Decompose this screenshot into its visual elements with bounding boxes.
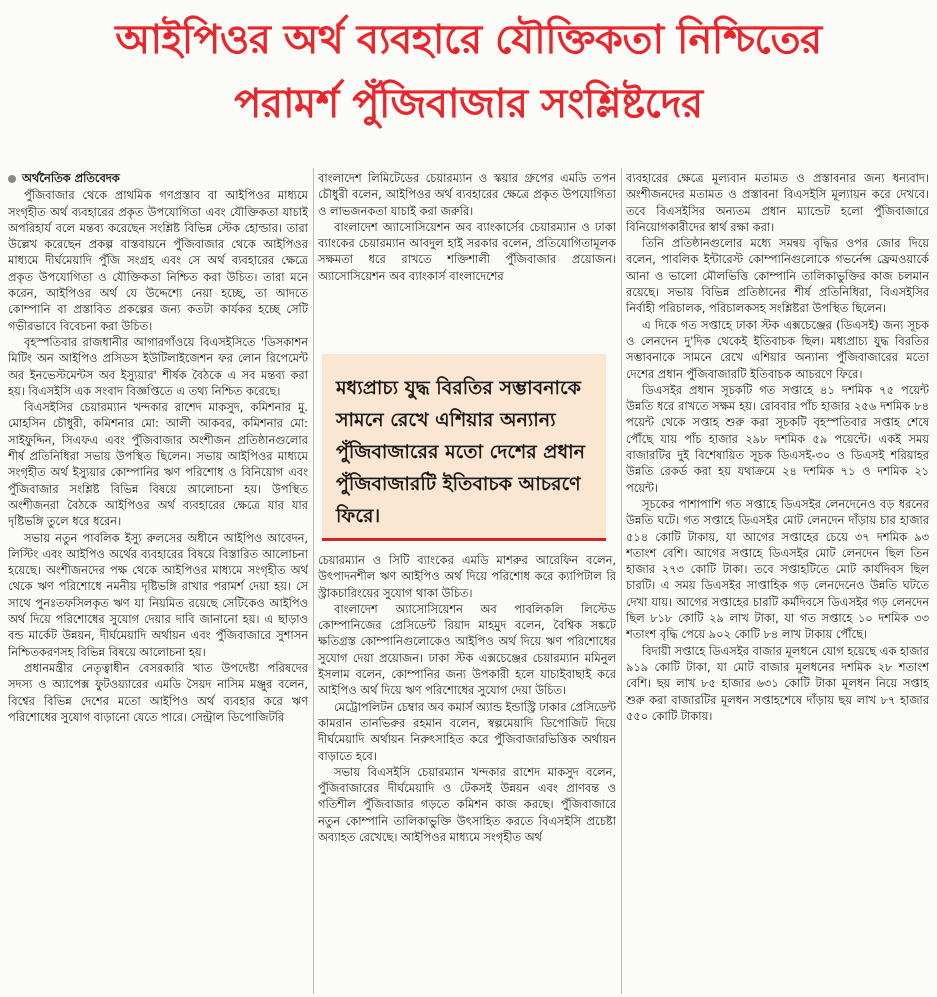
headline-line-1: আইপিওর অর্থ ব্যবহারে যৌক্তিকতা নিশ্চিতের — [115, 17, 822, 63]
pull-quote-rule — [322, 538, 606, 541]
article-column-3 — [626, 170, 929, 992]
paragraph: বাংলাদেশ অ্যাসোসিয়েশন অব পাবলিকলি লিস্টেড কোম্পানিজের প্রেসিডেন্ট রিয়াদ মাহমুদ বলেন, বৈশ্বিক সঙ্কটে ক্ষতিগ্রস্ত কোম্পানিগুলোকেও আইপিও অর্থ দিয়ে ঋণ পরিশোধের সুযোগ দেয়া প্রয়োজন। ঢাকা স্টক এক্সচেঞ্জের চেয়ারম্যান মমিনুল ইসলাম বলেন, কোম্পানির জন্য উপকারী হলে যাচাইবাছাই করে আইপিও অর্থ দিয়ে ঋণ পরিশোধের সুযোগ দেয়া উচিত। — [318, 601, 616, 698]
column-divider — [313, 168, 314, 994]
paragraph: ব্যবহারের ক্ষেত্রে মূল্যবান মতামত ও প্রস্তাবনার জন্য ধন্যবাদ। অংশীজনদের মতামত ও প্রস্তাবনা বিএসইসি মূল্যায়ন করে দেখবে। তবে বিএসইসির অন্যতম প্রধান ম্যান্ডেট হলো পুঁজিবাজারে বিনিয়োগকারীদের স্বার্থ রক্ষা করা। — [626, 171, 929, 234]
column-divider — [621, 168, 622, 994]
paragraph: সভায় নতুন পাবলিক ইস্যু রুলসের অধীনে আইপিও আবেদন, লিস্টিং এবং আইপিও অর্থের ব্যবহারের বিষয়ে বিস্তারিত আলোচনা হয়েছে। অংশীজনদের পক্ষ থেকে আইপিওর মাধ্যমে সংগৃহীত অর্থ থেকে ঋণ পরিশোধে নমনীয় দৃষ্টিভঙ্গি রাখার পরামর্শ দেয়া হয়। সে সাথে পুনঃতফসিলকৃত ঋণ যা নিয়মিত রয়েছে সেটিকেও আইপিও অর্থ দিয়ে পরিশোধের সুযোগ দেয়ার দাবি জানানো হয়। এ ছাড়াও বন্ড মার্কেট উন্নয়ন, দীর্ঘমেয়াদি অর্থায়ন এবং পুঁজিবাজারে সুশাসন নিশ্চিতকরণসহ বিভিন্ন বিষয়ে আলোচনা হয়। — [8, 530, 308, 659]
bullet-icon — [8, 175, 16, 183]
byline — [8, 170, 308, 186]
article-column-2-bottom — [318, 552, 616, 992]
headline-line-2: পরামর্শ পুঁজিবাজার সংশ্লিষ্টদের — [234, 81, 703, 127]
headline — [0, 8, 937, 136]
paragraph: এ দিকে গত সপ্তাহে ঢাকা স্টক এক্সচেঞ্জের (ডিএসই) জন্য সূচক ও লেনদেন দু'দিক থেকেই ইতিবাচক ছিল। মধ্যপ্রাচ্য যুদ্ধ বিরতির সম্ভাবনাকে সামনে রেখে এশিয়ার অন্যান্য পুঁজিবাজারের মতো দেশের প্রধান পুঁজিবাজারটি ইতিবাচক আচরণে ফিরে। — [626, 317, 929, 381]
paragraph: সূচকের পাশাপাশি গত সপ্তাহে ডিএসইর লেনদেনেও বড় ধরনের উন্নতি ঘটে। গত সপ্তাহে ডিএসইর মোট লেনদেন দাঁড়ায় চার হাজার ৫১৪ কোটি টাকায়, যা আগের সপ্তাহের চেয়ে ৩৭ দশমিক ৯৩ শতাংশ বেশি। আগের সপ্তাহে ডিএসইর মোট লেনদেন ছিল তিন হাজার ২৭৩ কোটি টাকা। তবে সপ্তাহটিতে মোট কার্যদিবস ছিল চারটি। এ সময় ডিএসইর সাপ্তাহিক গড় লেনদেনেও উন্নতি ঘটতে দেখা যায়। আগের সপ্তাহের চারটি কর্মদিবসে ডিএসইর গড় লেনদেন ছিল ৮১৮ কোটি ২৯ লাখ টাকা, যা গত সপ্তাহে ১০ দশমিক ৩৩ শতাংশ বৃদ্ধি পেয়ে ৯০২ কোটি ৮৪ লাখ টাকায় পৌঁছে। — [626, 496, 929, 642]
paragraph: বিএসইসির চেয়ারম্যান খন্দকার রাশেদ মাকসুদ, কমিশনার মু. মোহসিন চৌধুরী, কমিশনার মো: আলী আকবর, কমিশনার মো: সাইফুদ্দিন, সিএফএ এবং পুঁজিবাজার অংশীজন প্রতিষ্ঠানগুলোর শীর্ষ প্রতিনিধিরা সভায় উপস্থিত ছিলেন। সভায় আইপিওর মাধ্যমে সংগৃহীত অর্থ ইস্যুয়ার কোম্পানির ঋণ পরিশোধ ও বিনিয়োগ এবং পুঁজিবাজার সংশ্লিষ্ট বিভিন্ন বিষয়ে আলোচনা হয়। উপস্থিত অংশীজনরা বৈঠকে আইপিওর অর্থ ব্যবহারের ক্ষেত্রে যার যার দৃষ্টিভঙ্গি তুলে ধরে ধরেন। — [8, 400, 308, 529]
paragraph: পুঁজিবাজার থেকে প্রাথমিক গণপ্রস্তাব বা আইপিওর মাধ্যমে সংগৃহীত অর্থ ব্যবহারের প্রকৃত উপযোগিতা এবং যৌক্তিকতা যাচাই অপরিহার্য বলে মন্তব্য করেছেন সংশ্লিষ্ট বিভিন্ন স্টেক হোল্ডার। তারা উল্লেখ করেছেন প্রকল্প বাস্তবায়নে পুঁজিবাজার থেকে আইপিওর মাধ্যমে দীর্ঘমেয়াদি পুঁজি সংগ্রহ এবং সে অর্থ ব্যবহারের ক্ষেত্রে প্রকৃত উপযোগিতা ও যৌক্তিকতা নিশ্চিত করা উচিত। তারা মনে করেন, আইপিওর অর্থ যে উদ্দেশ্যে নেয়া হচ্ছে, তা আদতে কোম্পানি বা প্রস্তাবিত প্রকল্পের জন্য কতটা কার্যকর হচ্ছে সেটি গভীরভাবে বিবেচনা করা উচিত। — [8, 188, 308, 333]
article-column-2-top — [318, 170, 616, 345]
paragraph: সভায় বিএসইসি চেয়ারম্যান খন্দকার রাশেদ মাকসুদ বলেন, পুঁজিবাজারের দীর্ঘমেয়াদি ও টেকসই উন্নয়ন এবং প্রাণবন্ত ও গতিশীল পুঁজিবাজার গড়তে কমিশন কাজ করছে। পুঁজিবাজারে নতুন কোম্পানি তালিকাভুক্তি উৎসাহিত করতে বিএসইসি প্রচেষ্টা অব্যাহত রেখেছে। আইপিওর মাধ্যমে সংগৃহীত অর্থ — [318, 764, 616, 845]
paragraph: বৃহস্পতিবার রাজধানীর আগারগাঁওয়ে বিএসইসিতে 'ডিসকাশন মিটিং অন আইপিও প্রসিডস ইউটিলাইজেশন ফর লোন রিপেমেন্ট অর ইনভেস্টমেন্টস অব ইস্যুয়ার' শীর্ষক বৈঠকে এ সব মন্তব্য করা হয়। বিএসইসি এক সংবাদ বিজ্ঞপ্তিতে এ তথ্য নিশ্চিত করেছে। — [8, 334, 308, 398]
article-column-1 — [8, 170, 308, 992]
paragraph: বাংলাদেশ অ্যাসোসিয়েশন অব ব্যাংকার্সের চেয়ারম্যান ও ঢাকা ব্যাংকের চেয়ারম্যান আবদুল হাই সরকার বলেন, প্রতিযোগিতামূলক সক্ষমতা ধরে রাখতে শক্তিশালী পুঁজিবাজার প্রয়োজন। অ্যাসোসিয়েশন অব ব্যাংকার্স বাংলাদেশের — [318, 219, 616, 283]
byline-text: অর্থনৈতিক প্রতিবেদক — [22, 171, 120, 185]
paragraph: চেয়ারম্যান ও সিটি ব্যাংকের এমডি মাশরুর আরেফিন বলেন, উৎপাদনশীল ঋণ আইপিও অর্থ দিয়ে পরিশোধ করে ক্যাপিটাল রি স্ট্রাকচারিংয়ের সুযোগ থাকা উচিত। — [318, 553, 616, 600]
paragraph: বাংলাদেশ লিমিটেডের চেয়ারম্যান ও স্কয়ার গ্রুপের এমডি তপন চৌধুরী বলেন, আইপিওর অর্থ ব্যবহারের ক্ষেত্রে প্রকৃত উপযোগিতা ও লাভজনকতা যাচাই করা জরুরি। — [318, 171, 616, 218]
paragraph: তিনি প্রতিষ্ঠানগুলোর মধ্যে সমন্বয় বৃদ্ধির ওপর জোর দিয়ে বলেন, পাবলিক ইন্টারেস্ট কোম্পানিগুলোকে গভর্নেন্স ফ্রেমওয়ার্কে আনা ও ভালো মৌলভিত্তি কোম্পানি তালিকাভুক্তির কাজ চলমান রয়েছে। সভায় বিভিন্ন প্রতিষ্ঠানের শীর্ষ প্রতিনিধিরা, বিএসইসির নির্বাহী পরিচালক, পরিচালকসহ সংশ্লিষ্টরা উপস্থিত ছিলেন। — [626, 236, 929, 316]
pull-quote: মধ্যপ্রাচ্য যুদ্ধ বিরতির সম্ভাবনাকে সামনে রেখে এশিয়ার অন্যান্য পুঁজিবাজারের মতো দেশের প্রধান পুঁজিবাজারটি ইতিবাচক আচরণে ফিরে। — [322, 354, 606, 538]
paragraph: বিদায়ী সপ্তাহে ডিএসইর বাজার মূলধনে যোগ হয়েছে এক হাজার ৯১৯ কোটি টাকা, যা মোট বাজার মূলধনের দশমিক ২৮ শতাংশ বেশি। ছয় লাখ ৮৫ হাজার ৬৩১ কোটি টাকা মূলধন নিয়ে সপ্তাহ শুরু করা বাজারটির মূলধন সপ্তাহশেষে দাঁড়ায় ছয় লাখ ৮৭ হাজার ৫৫০ কোটি টাকায়। — [626, 643, 929, 723]
paragraph: ডিএসইর প্রধান সূচকটি গত সপ্তাহে ৪১ দশমিক ৭৫ পয়েন্ট উন্নতি ধরে রাখতে সক্ষম হয়। রোববার পাঁচ হাজার ২৫৬ দশমিক ৮৪ পয়েন্ট থেকে সপ্তাহ শুরু করা সূচকটি বৃহস্পতিবার সপ্তাহ শেষে পৌঁছে যায় পাঁচ হাজার ২৯৮ দশমিক ৫৯ পয়েন্টে। একই সময় বাজারটির দুই বিশেষায়িত সূচক ডিএসই-৩০ ও ডিএসই শরিয়াহর উন্নতি রেকর্ড করা হয় যথাক্রমে ২৪ দশমিক ৭১ ও দশমিক ২১ পয়েন্ট। — [626, 382, 929, 495]
paragraph: মেট্রোপলিটন চেম্বার অব কমার্স অ্যান্ড ইন্ডাস্ট্রি ঢাকার প্রেসিডেন্ট কামরান তানভিরুর রহমান বলেন, স্বল্পমেয়াদি ডিপোজিট দিয়ে দীর্ঘমেয়াদি অর্থায়ন নিরুৎসাহিত করে পুঁজিবাজারভিত্তিক অর্থায়ন বাড়াতে হবে। — [318, 699, 616, 763]
paragraph: প্রধানমন্ত্রীর নেতৃত্বাধীন বেসরকারি খাত উপদেষ্টা পরিষদের সদস্য ও অ্যাপেক্স ফুটওয়্যারের এমডি সৈয়দ নাসিম মঞ্জুর বলেন, বিশ্বের বিভিন্ন দেশের মতো আইপিও অর্থ ব্যবহার করে ঋণ পরিশোধের সুযোগ বাড়ানো যেতে পারে। সেন্ট্রাল ডিপোজিটরি — [8, 660, 308, 724]
